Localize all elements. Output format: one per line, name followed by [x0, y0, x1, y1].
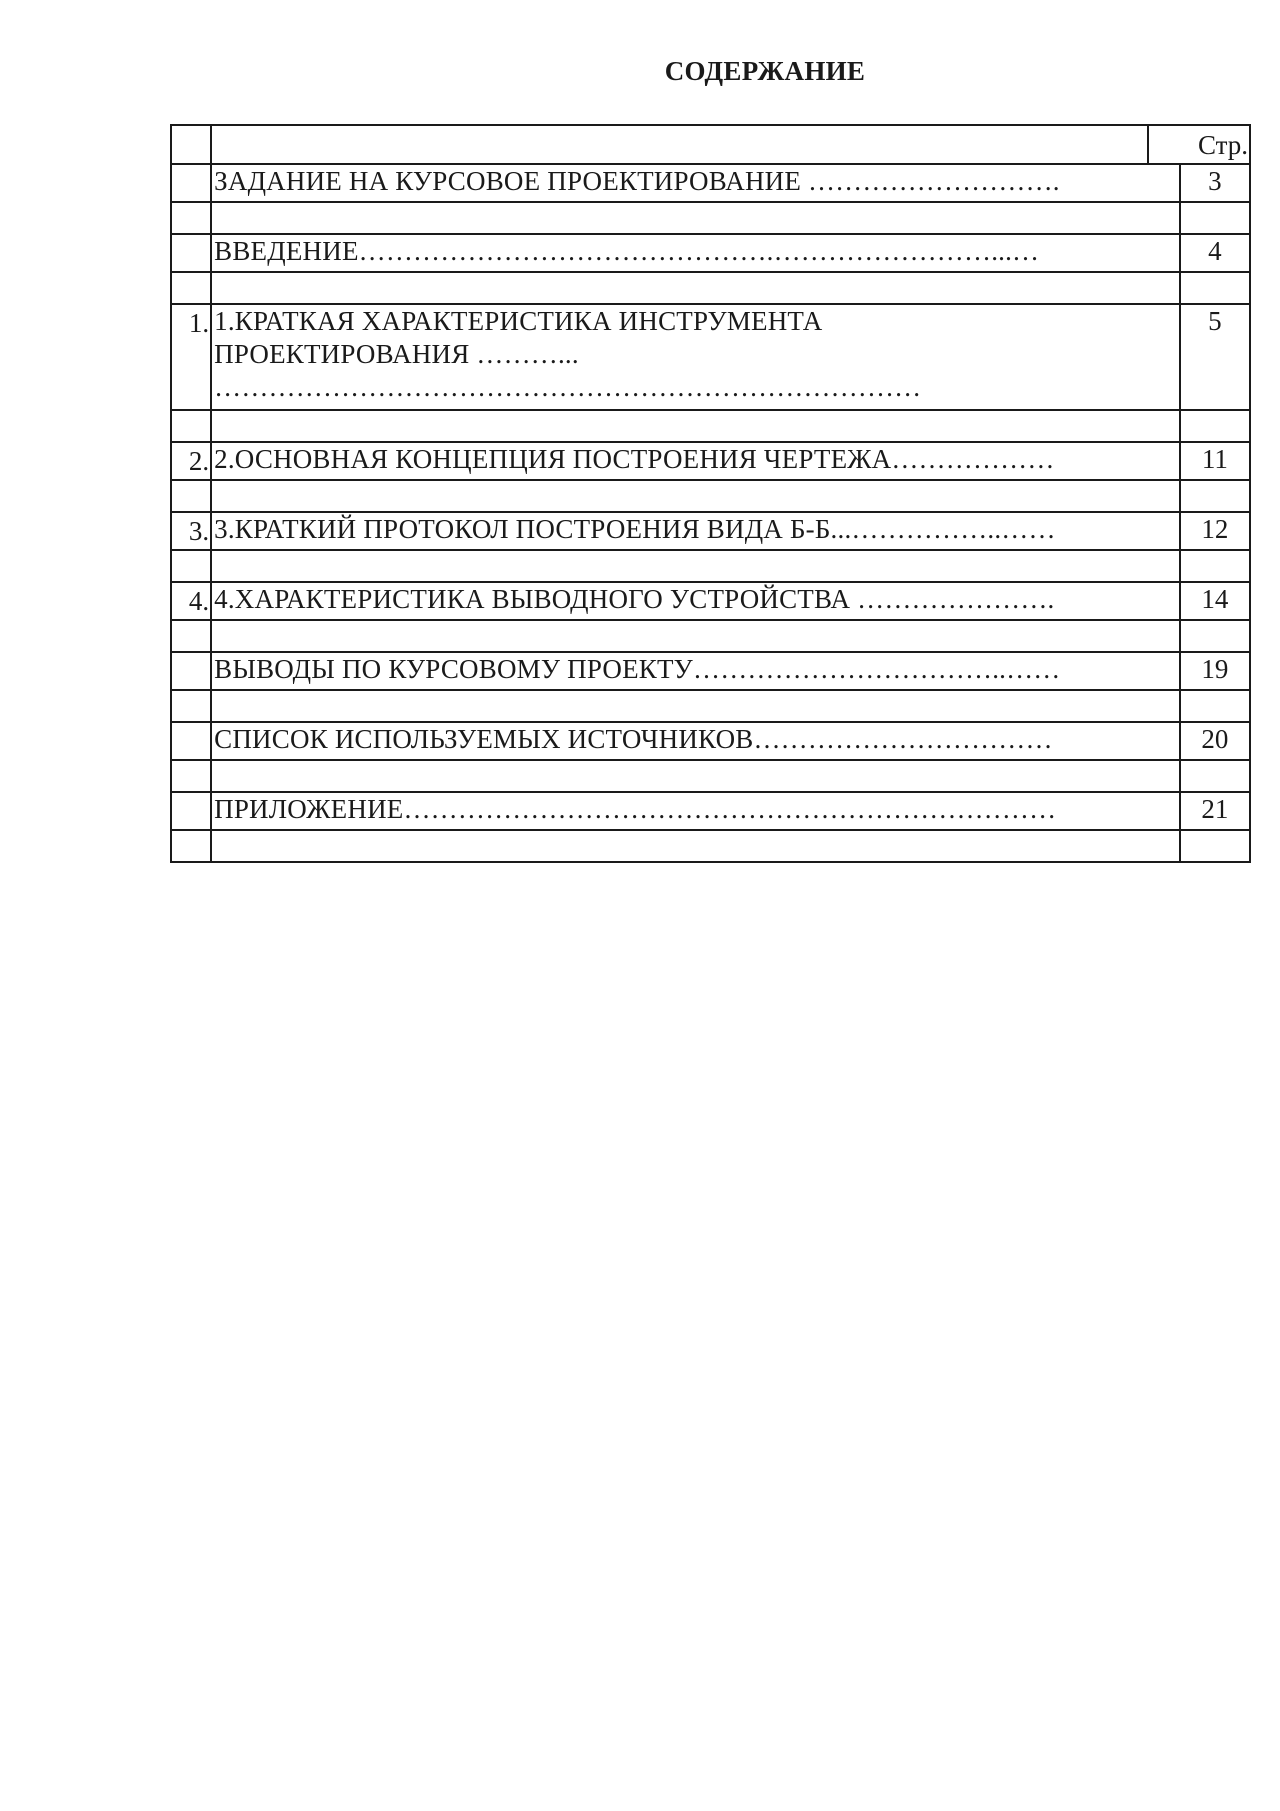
entry-title-line: ПРОЕКТИРОВАНИЯ ………... — [214, 339, 579, 369]
table-row — [171, 722, 1250, 760]
entry-title-line: 1.КРАТКАЯ ХАРАКТЕРИСТИКА ИНСТРУМЕНТА — [214, 306, 823, 336]
spacer-row — [171, 480, 1250, 512]
page-number: 12 — [1180, 512, 1250, 550]
page-number: 20 — [1180, 722, 1250, 760]
number-cell: 1. — [171, 304, 211, 410]
entry-title: СПИСОК ИСПОЛЬЗУЕМЫХ ИСТОЧНИКОВ…………………………… — [211, 722, 1180, 760]
entry-title: ПРИЛОЖЕНИЕ……………………………………………………………… — [211, 792, 1180, 830]
entry-title: ВЫВОДЫ ПО КУРСОВОМУ ПРОЕКТУ……………………………..…… — [211, 652, 1180, 690]
header-blank — [212, 126, 1149, 163]
table-row — [171, 164, 1250, 202]
spacer-row — [171, 272, 1250, 304]
page-number: 4 — [1180, 234, 1250, 272]
entry-title: 4.ХАРАКТЕРИСТИКА ВЫВОДНОГО УСТРОЙСТВА …………………. — [211, 582, 1180, 620]
table-row — [171, 582, 1250, 620]
entry-title: ВВЕДЕНИЕ……………………………………….……………………...… — [211, 234, 1180, 272]
number-cell — [171, 125, 211, 164]
page-column-header: Стр. — [1197, 130, 1248, 160]
spacer-row — [171, 690, 1250, 722]
table-of-contents — [170, 124, 1251, 863]
number-cell — [171, 234, 211, 272]
entry-title: 2.ОСНОВНАЯ КОНЦЕПЦИЯ ПОСТРОЕНИЯ ЧЕРТЕЖА……………… — [211, 442, 1180, 480]
number-cell — [171, 722, 211, 760]
page-number: 5 — [1180, 304, 1250, 410]
page-title: СОДЕРЖАНИЕ — [664, 56, 866, 86]
number-cell — [171, 652, 211, 690]
entry-title — [211, 304, 1180, 410]
spacer-row — [171, 620, 1250, 652]
number-cell — [171, 792, 211, 830]
table-row — [171, 442, 1250, 480]
table-row — [171, 792, 1250, 830]
table-row — [171, 234, 1250, 272]
spacer-row — [171, 760, 1250, 792]
number-cell: 3. — [171, 512, 211, 550]
table-header-row — [171, 125, 1250, 164]
page-number: 3 — [1180, 164, 1250, 202]
entry-title-line: …………………………………………………………………… — [214, 372, 922, 402]
table-row — [171, 652, 1250, 690]
table-row — [171, 304, 1250, 410]
page-number: 19 — [1180, 652, 1250, 690]
number-cell: 4. — [171, 582, 211, 620]
spacer-row — [171, 550, 1250, 582]
spacer-row — [171, 830, 1250, 862]
page-number: 11 — [1180, 442, 1250, 480]
header-cell — [211, 125, 1250, 164]
entry-title: 3.КРАТКИЙ ПРОТОКОЛ ПОСТРОЕНИЯ ВИДА Б-Б...……………..…… — [211, 512, 1180, 550]
entry-title: ЗАДАНИЕ НА КУРСОВОЕ ПРОЕКТИРОВАНИЕ ………………………. — [211, 164, 1180, 202]
page-number: 14 — [1180, 582, 1250, 620]
spacer-row — [171, 202, 1250, 234]
page-number: 21 — [1180, 792, 1250, 830]
spacer-row — [171, 410, 1250, 442]
table-row — [171, 512, 1250, 550]
number-cell: 2. — [171, 442, 211, 480]
number-cell — [171, 164, 211, 202]
